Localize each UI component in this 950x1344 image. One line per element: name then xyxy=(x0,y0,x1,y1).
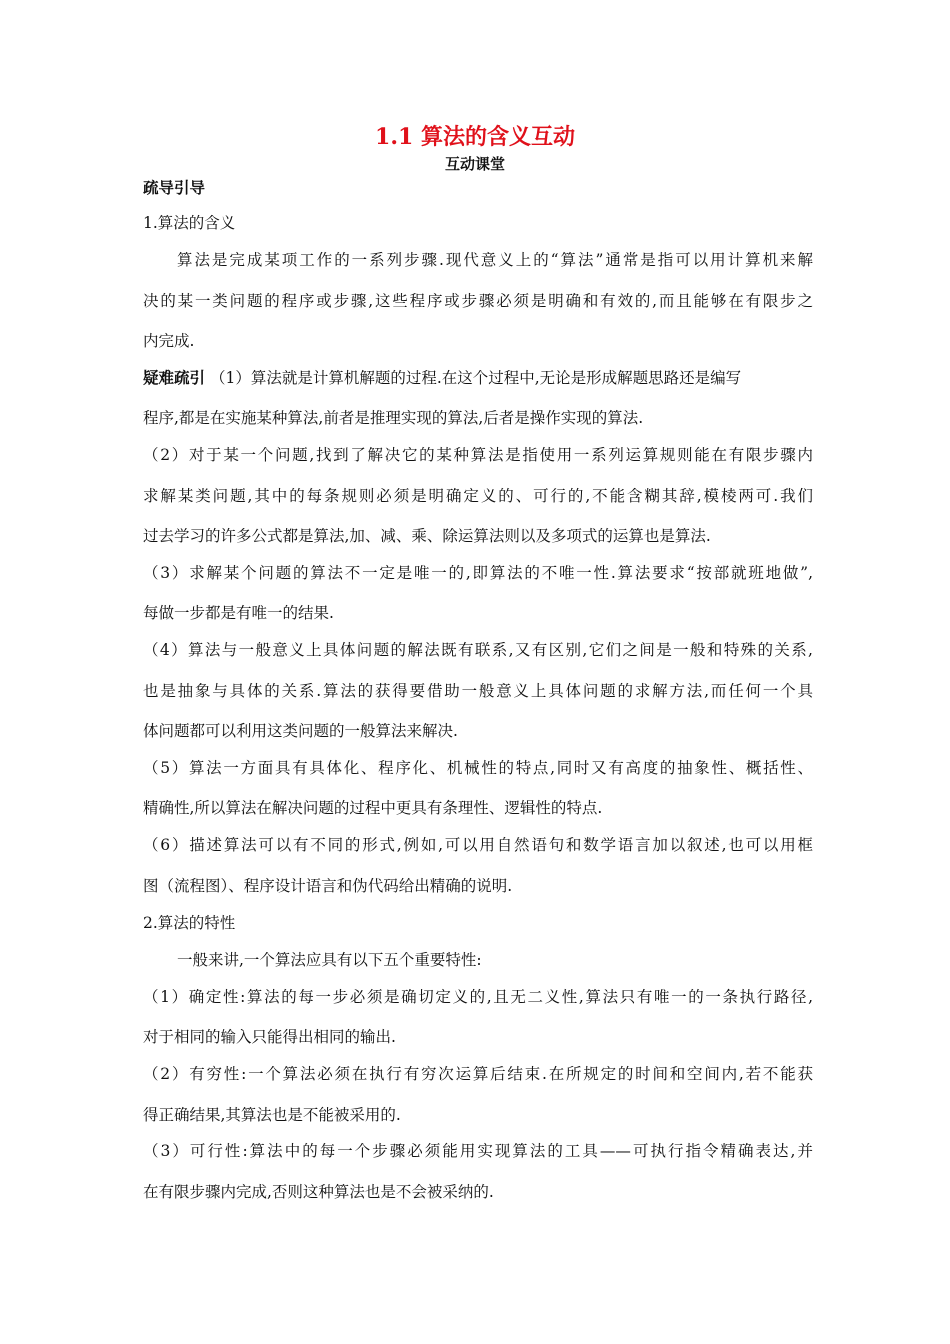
prop1-line: 对于相同的输入只能得出相同的输出. xyxy=(143,1028,396,1046)
item3-line: （3）求解某个问题的算法不一定是唯一的,即算法的不唯一性.算法要求“按部就班地做”, xyxy=(143,564,813,582)
document-title: 1.1 算法的含义互动 xyxy=(375,124,575,150)
sec1-heading: 1.算法的含义 xyxy=(143,214,236,232)
section-heading: 疏导引导 xyxy=(143,179,206,197)
prop1-line: （1）确定性:算法的每一步必须是确切定义的,且无二义性,算法只有唯一的一条执行路径, xyxy=(143,988,813,1006)
difficulty-label: 疑难疏引 xyxy=(143,369,206,387)
item6-line: （6）描述算法可以有不同的形式,例如,可以用自然语句和数学语言加以叙述,也可以用框 xyxy=(143,836,813,854)
prop2-line: 得正确结果,其算法也是不能被采用的. xyxy=(143,1106,401,1124)
item3-line: 每做一步都是有唯一的结果. xyxy=(143,604,334,622)
item1-line: 程序,都是在实施某种算法,前者是推理实现的算法,后者是操作实现的算法. xyxy=(143,409,644,427)
prop2-line: （2）有穷性:一个算法必须在执行有穷次运算后结束.在所规定的时间和空间内,若不能获 xyxy=(143,1065,813,1083)
item2-line: 过去学习的许多公式都是算法,加、减、乘、除运算法则以及多项式的运算也是算法. xyxy=(143,527,711,545)
item5-line: （5）算法一方面具有具体化、程序化、机械性的特点,同时又有高度的抽象性、概括性、 xyxy=(143,759,813,777)
sec1-para-line: 内完成. xyxy=(143,332,195,350)
sec1-para-line: 算法是完成某项工作的一系列步骤.现代意义上的“算法”通常是指可以用计算机来解 xyxy=(177,251,813,269)
difficulty-line xyxy=(143,367,813,389)
item5-line: 精确性,所以算法在解决问题的过程中更具有条理性、逻辑性的特点. xyxy=(143,799,603,817)
item2-line: 求解某类问题,其中的每条规则必须是明确定义的、可行的,不能含糊其辞,模棱两可.我们 xyxy=(143,487,813,505)
item2-line: （2）对于某一个问题,找到了解决它的某种算法是指使用一系列运算规则能在有限步骤内 xyxy=(143,446,813,464)
document-subtitle: 互动课堂 xyxy=(444,155,505,173)
item4-line: （4）算法与一般意义上具体问题的解法既有联系,又有区别,它们之间是一般和特殊的关系, xyxy=(143,641,813,659)
item6-line: 图（流程图）、程序设计语言和伪代码给出精确的说明. xyxy=(143,877,513,895)
prop3-line: （3）可行性:算法中的每一个步骤必须能用实现算法的工具——可执行指令精确表达,并 xyxy=(143,1142,813,1160)
item4-line: 也是抽象与具体的关系.算法的获得要借助一般意义上具体问题的求解方法,而任何一个具 xyxy=(143,682,813,700)
prop3-line: 在有限步骤内完成,否则这种算法也是不会被采纳的. xyxy=(143,1183,494,1201)
sec1-para-line: 决的某一类问题的程序或步骤,这些程序或步骤必须是明确和有效的,而且能够在有限步之 xyxy=(143,292,813,310)
item1-line: （1）算法就是计算机解题的过程.在这个过程中,无论是形成解题思路还是编写 xyxy=(209,369,742,387)
sec2-intro: 一般来讲,一个算法应具有以下五个重要特性: xyxy=(177,951,482,969)
sec2-heading: 2.算法的特性 xyxy=(143,914,236,932)
item4-line: 体问题都可以利用这类问题的一般算法来解决. xyxy=(143,722,458,740)
